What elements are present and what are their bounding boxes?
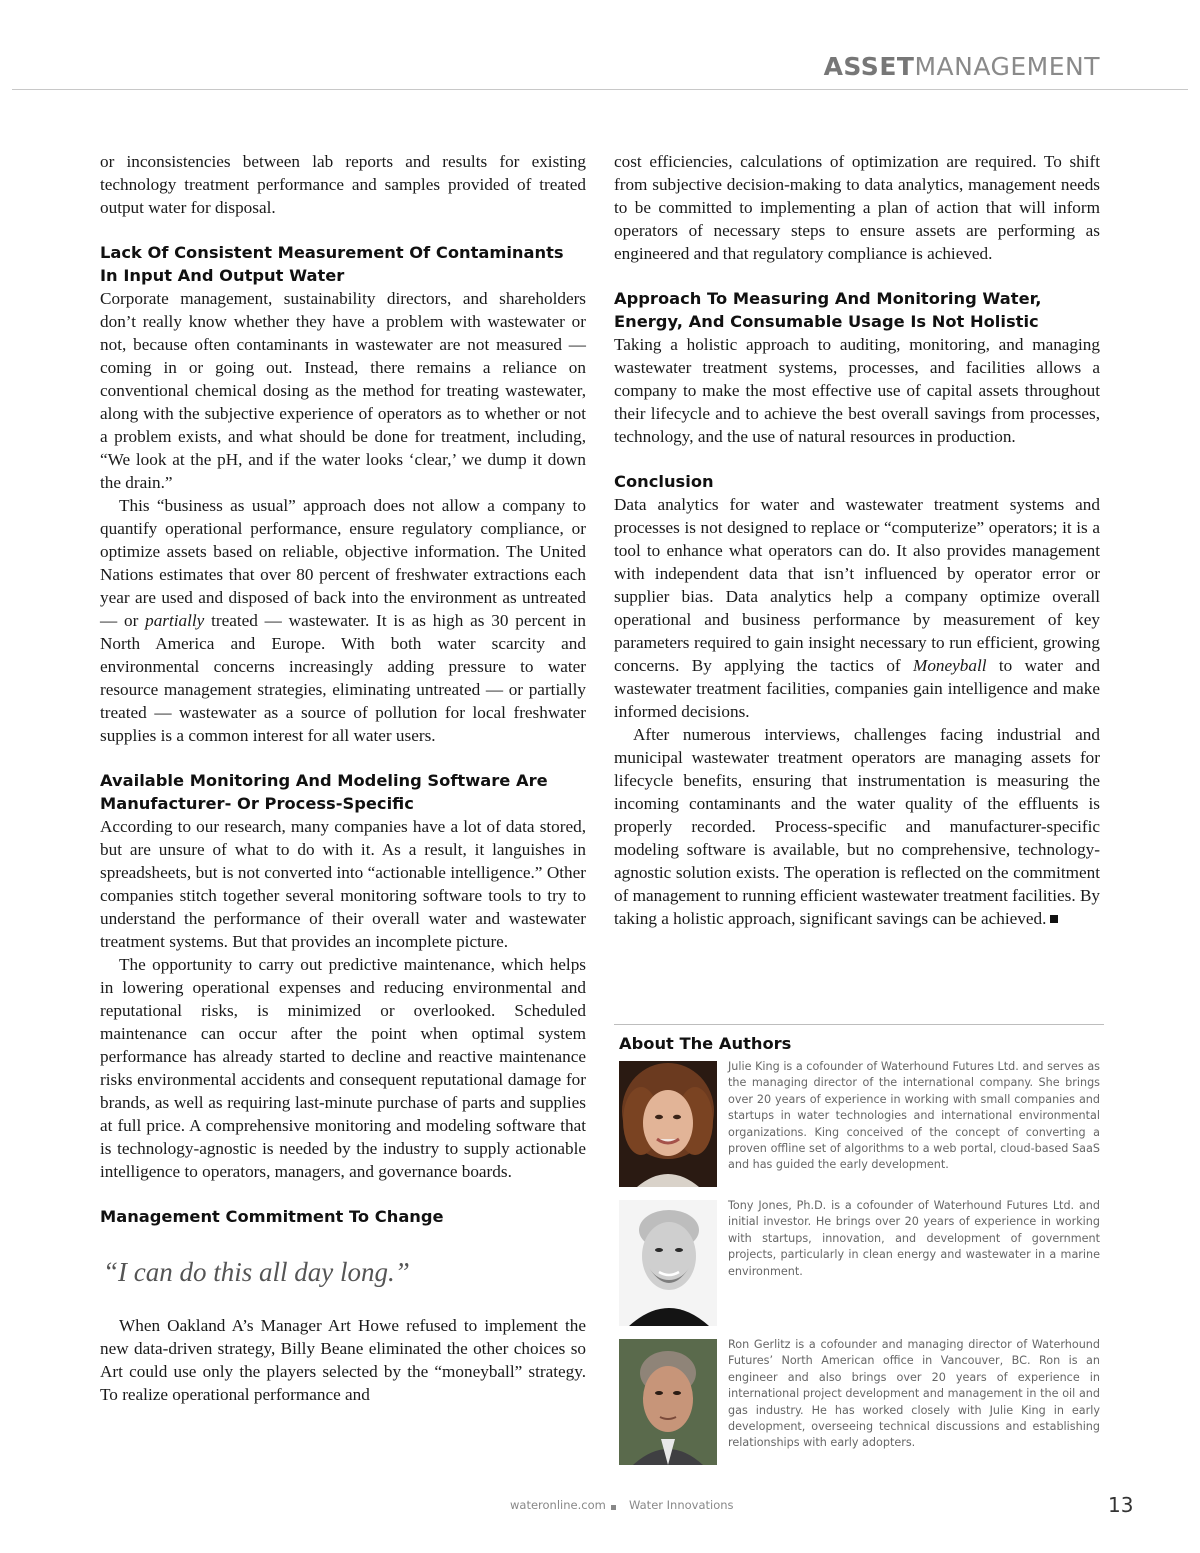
section-heading: Conclusion	[614, 472, 714, 491]
footer-section: Water Innovations	[629, 1498, 734, 1512]
paragraph: Data analytics for water and wastewater treatment systems and processes is not designed to replace or “computerize” operators; it is a tool to enhance what operators can do. It also provides management with independent data that isn’t influenced by operator error or supplier bias. Data analytics help a company optimize overall operational and business performance by measurement of key parameters required to gain insight necessary to run efficient, growing concerns. By applying the tactics of Moneyball to water and wastewater treatment facilities, companies gain intelligence and make informed decisions.	[614, 495, 1100, 721]
section-header	[0, 52, 1100, 81]
pull-quote: “I can do this all day long.”	[103, 1257, 410, 1287]
about-title: About The Authors	[619, 1034, 792, 1053]
section-heading: Management Commitment To Change	[100, 1207, 444, 1226]
paragraph: Taking a holistic approach to auditing, monitoring, and managing wastewater treatment systems, processes, and facilities allows a company to make the most effective use of capital assets throughout their lifecycle and to achieve the best overall savings from processes, technology, and the use of natural resources in production.	[614, 335, 1100, 446]
paragraph: This “business as usual” approach does not allow a company to quantify operational performance, ensure regulatory compliance, or optimize assets based on reliable, objective information. The United Nations estimates that over 80 percent of freshwater extractions each year are used and disposed of back into the environment as untreated — or partially treated — wastewater. It is as high as 30 percent in North America and Europe. With both water scarcity and environmental concerns increasingly adding pressure to water resource management strategies, eliminating untreated — or partially treated — wastewater as a source of pollution for local freshwater supplies is a common interest for all water users.	[100, 496, 586, 745]
paragraph: According to our research, many companies have a lot of data stored, but are unsure of what to do with it. As a result, it languishes in spreadsheets, but is not converted into “actionable intelligence.” Other companies stitch together several monitoring software tools to try to understand the performance of their overall water and wastewater treatment systems. But that provides an incomplete picture.	[100, 817, 586, 951]
right-column	[614, 150, 1100, 930]
footer-separator-icon	[611, 1505, 616, 1510]
paragraph: The opportunity to carry out predictive maintenance, which helps in lowering operational expenses and reducing environmental and reputational risks, is minimized or overlooked. Scheduled maintenance can occur after the point when optimal system performance has already started to decline and reactive maintenance risks environmental accidents and consequent reputational damage for brands, as well as requiring last-minute purchase of parts and supplies at full price. A comprehensive monitoring and modeling software that is technology-agnostic is needed by the industry to supply actionable intelligence to operators, managers, and governance boards.	[100, 955, 586, 1181]
paragraph: When Oakland A’s Manager Art Howe refused to implement the new data-driven strategy, Billy Beane eliminated the other choices so Art could use only the players selected by the “moneyball” strategy. To realize operational performance and	[100, 1316, 586, 1404]
footer-site: wateronline.com	[510, 1498, 606, 1512]
paragraph: After numerous interviews, challenges facing industrial and municipal wastewater treatment operators are managing assets for lifecycle benefits, ensuring that instrumentation is measuring the incoming contaminants and the water quality of the effluents is properly recorded. Process-specific and manufacturer-specific modeling software is available, but no comprehensive, technology-agnostic solution exists. The operation is reflected on the commitment of management to running efficient wastewater treatment facilities. By taking a holistic approach, significant savings can be achieved.	[614, 725, 1101, 928]
header-bold: ASSET	[823, 52, 915, 81]
section-heading: Available Monitoring And Modeling Software Are Manufacturer- Or Process-Specific	[100, 771, 548, 813]
paragraph: or inconsistencies between lab reports and results for existing technology treatment performance and samples provided of treated output water for disposal.	[100, 152, 586, 217]
author-bio: Tony Jones, Ph.D. is a cofounder of Waterhound Futures Ltd. and initial investor. He brings over 20 years of experience in working with startups, innovation, and development of government projects, particularly in clean energy and wastewater in a marine environment.	[728, 1199, 1100, 1278]
author-photo	[619, 1339, 717, 1465]
page-number: 13	[1108, 1493, 1134, 1517]
left-column	[100, 150, 586, 1406]
author-bio: Julie King is a cofounder of Waterhound Futures Ltd. and serves as the managing director of the international company. She brings over 20 years of experience in working with small companies and startups in water technologies and international environmental organizations. King conceived of the concept of converting a proven offline set of algorithms to a web portal, cloud-based SaaS and has guided the early development.	[728, 1060, 1100, 1172]
author-photo	[619, 1200, 717, 1326]
section-heading: Approach To Measuring And Monitoring Water, Energy, And Consumable Usage Is Not Holistic	[614, 289, 1042, 331]
paragraph: Corporate management, sustainability directors, and shareholders don’t really know whether they have a problem with wastewater or not, because often contaminants in wastewater are not measured — coming in or going out. Instead, there remains a reliance on conventional chemical dosing as the method for treating wastewater, along with the subjective experience of operators as to whether or not a problem exists, and what should be done for treatment, including, “We look at the pH, and if the water looks ‘clear,’ we dump it down the drain.”	[100, 289, 586, 492]
paragraph: cost efficiencies, calculations of optimization are required. To shift from subjective decision-making to data analytics, management needs to be committed to implementing a plan of action that will inform operators of necessary steps to ensure assets are performing as engineered and that regulatory compliance is achieved.	[614, 152, 1100, 263]
author-photo	[619, 1061, 717, 1187]
header-divider	[12, 89, 1188, 90]
end-mark-icon	[1050, 915, 1058, 923]
author-bio: Ron Gerlitz is a cofounder and managing director of Waterhound Futures’ North American office in Vancouver, BC. Ron is an engineer and also brings over 20 years of experience in international project development and management in the oil and gas industry. He has worked closely with Julie King in early development, overseeing technical discussions and establishing relationships with early adopters.	[728, 1338, 1100, 1450]
section-heading: Lack Of Consistent Measurement Of Contaminants In Input And Output Water	[100, 243, 564, 285]
header-light: MANAGEMENT	[914, 52, 1100, 81]
about-authors	[614, 1024, 1104, 1450]
